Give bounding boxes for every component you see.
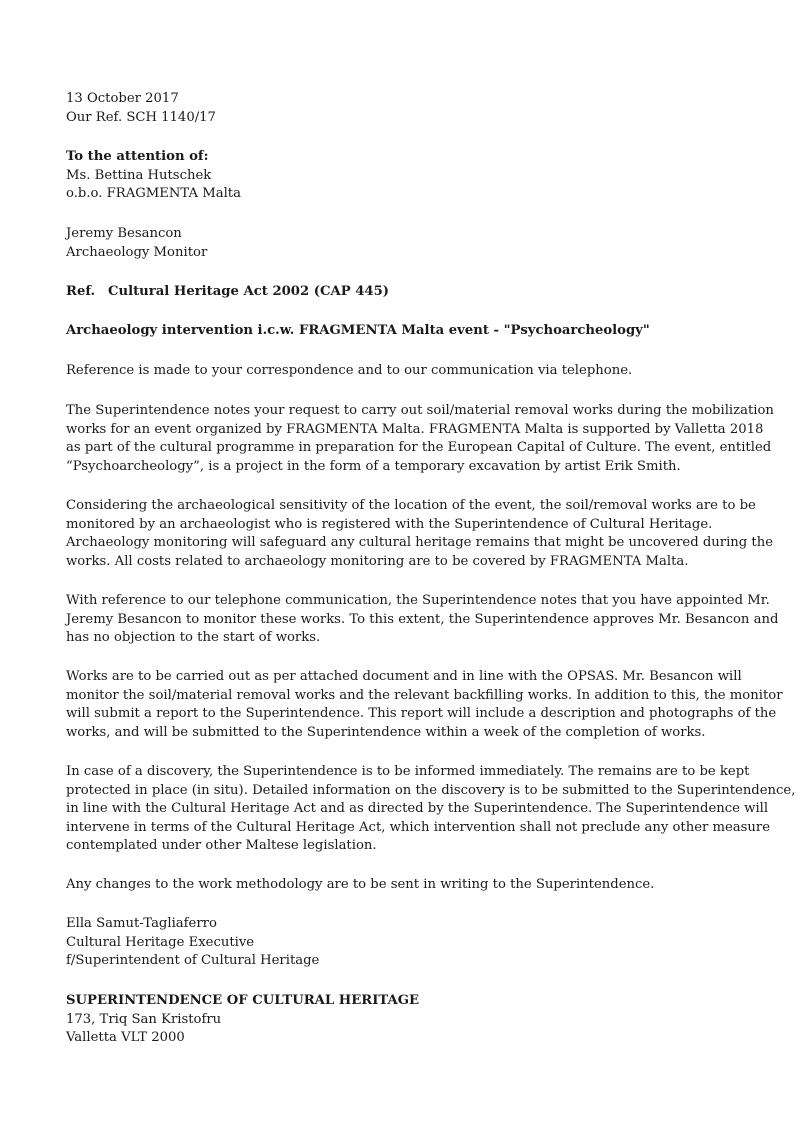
paragraph-5 — [66, 668, 783, 742]
recipient-name: Ms. Bettina Hutschek — [66, 167, 212, 183]
paragraph-line: With reference to our telephone communication, the Superintendence notes that you have appointed Mr. — [66, 593, 770, 608]
paragraph-line: Reference is made to your correspondence and to our communication via telephone. — [66, 363, 633, 378]
paragraph-line: In case of a discovery, the Superintendence is to be informed immediately. The remains are to be kept — [66, 764, 750, 779]
paragraph-4 — [66, 592, 779, 648]
subject-line — [66, 322, 726, 341]
paragraph-line: Archaeology monitoring will safeguard any cultural heritage remains that might be uncovered during the — [66, 535, 774, 551]
paragraph-line: Works are to be carried out as per attached document and in line with the OPSAS. Mr. Besancon will — [66, 669, 742, 684]
paragraph-line: as part of the cultural programme in preparation for the European Capital of Culture. The event, entitled — [66, 440, 772, 456]
subject-text: Archaeology intervention i.c.w. FRAGMENTA Malta event - "Psychoarcheology" — [66, 323, 650, 338]
monitor-title: Archaeology Monitor — [66, 244, 208, 260]
paragraph-line: works. All costs related to archaeology monitoring are to be covered by FRAGMENTA Malta. — [66, 553, 689, 569]
paragraph-line: monitored by an archaeologist who is registered with the Superintendence of Cultural Heritage. — [66, 516, 713, 532]
footer-organization: SUPERINTENDENCE OF CULTURAL HERITAGE — [66, 993, 420, 1008]
footer-address-line-2: Valletta VLT 2000 — [66, 1030, 185, 1046]
footer-address — [66, 992, 726, 1048]
footer-address-line-1: 173, Triq San Kristofru — [66, 1011, 222, 1027]
paragraph-6 — [66, 763, 796, 856]
signatory-title: Cultural Heritage Executive — [66, 934, 255, 950]
paragraph-line: monitor the soil/material removal works and the relevant backfilling works. In addition to this, the monitor — [66, 687, 783, 703]
recipient-block — [66, 148, 726, 204]
our-reference: Our Ref. SCH 1140/17 — [66, 109, 216, 125]
paragraph-line: “Psychoarcheology”, is a project in the form of a temporary excavation by artist Erik Smith. — [66, 458, 681, 474]
paragraph-7 — [66, 876, 726, 895]
reference-label: Ref. — [66, 284, 96, 299]
paragraph-line: Jeremy Besancon to monitor these works. To this extent, the Superintendence approves Mr. Besancon and — [66, 611, 779, 627]
paragraph-line: works, and will be submitted to the Superintendence within a week of the completion of works. — [66, 724, 706, 740]
paragraph-line: The Superintendence notes your request to carry out soil/material removal works during the mobilization — [66, 403, 774, 418]
paragraph-line: protected in place (in situ). Detailed information on the discovery is to be submitted to the Superintendence, — [66, 782, 796, 798]
signatory-name: Ella Samut-Tagliaferro — [66, 916, 217, 931]
paragraph-line: contemplated under other Maltese legislation. — [66, 838, 377, 854]
monitor-block — [66, 225, 726, 262]
paragraph-line: intervene in terms of the Cultural Heritage Act, which intervention shall not preclude any other measure — [66, 819, 771, 835]
signature-block — [66, 915, 726, 971]
attention-label: To the attention of: — [66, 149, 209, 164]
paragraph-1 — [66, 362, 726, 381]
paragraph-line: in line with the Cultural Heritage Act and as directed by the Superintendence. The Superintendence will — [66, 801, 769, 817]
paragraph-line: has no objection to the start of works. — [66, 630, 321, 646]
paragraph-2 — [66, 402, 774, 476]
paragraph-line: will submit a report to the Superintendence. This report will include a description and photographs of the — [66, 706, 777, 722]
paragraph-3 — [66, 497, 774, 571]
paragraph-line: works for an event organized by FRAGMENTA Malta. FRAGMENTA Malta is supported by Valletta 2018 — [66, 421, 764, 437]
letter-header — [66, 90, 726, 127]
letter-date: 13 October 2017 — [66, 91, 179, 106]
recipient-organization: o.b.o. FRAGMENTA Malta — [66, 186, 241, 202]
signatory-on-behalf: f/Superintendent of Cultural Heritage — [66, 953, 320, 969]
paragraph-line: Any changes to the work methodology are to be sent in writing to the Superintendence. — [66, 877, 655, 892]
reference-line — [66, 283, 726, 302]
reference-act: Cultural Heritage Act 2002 (CAP 445) — [108, 284, 389, 299]
paragraph-line: Considering the archaeological sensitivity of the location of the event, the soil/removal works are to be — [66, 498, 756, 513]
monitor-name: Jeremy Besancon — [66, 226, 182, 241]
